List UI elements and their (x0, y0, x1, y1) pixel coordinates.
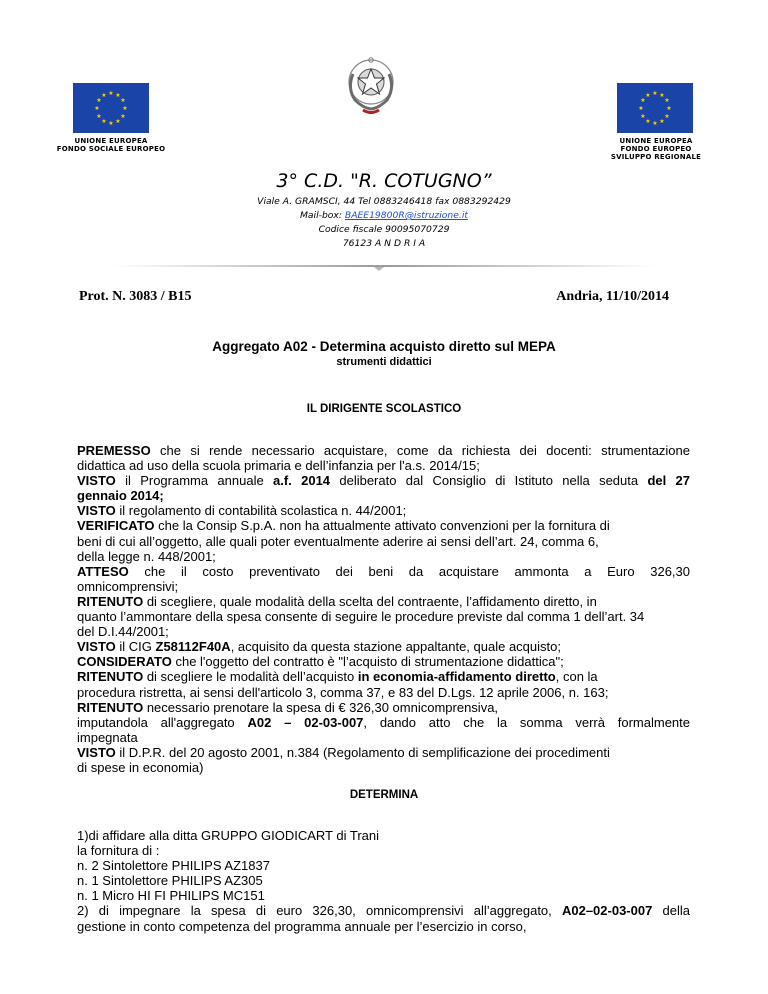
keyword: RITENUTO (77, 593, 144, 609)
keyword: VERIFICATO (77, 518, 155, 534)
svg-text:★: ★ (115, 92, 121, 99)
svg-text:★: ★ (108, 90, 114, 97)
eu-stars-icon (617, 83, 693, 133)
keyword: VISTO (77, 639, 116, 655)
text: che la Consip S.p.A. non ha attualmente attivato convenzioni per la fornitura di (154, 518, 610, 534)
decisions-section (77, 828, 690, 934)
atteso-line-2: omnicomprensivi; (77, 578, 179, 594)
supply-item: n. 1 Micro HI FI PHILIPS MC151 (77, 888, 265, 904)
visto-programma-line-2: gennaio 2014; (77, 488, 164, 504)
premesso-line-2: didattica ad uso della scuola primaria e dell’infanzia per l'a.s. 2014/15; (77, 458, 480, 474)
visto-cig-line (77, 639, 690, 654)
svg-text:★: ★ (94, 105, 100, 112)
keyword: CONSIDERATO (77, 654, 172, 670)
svg-text:★: ★ (664, 97, 670, 104)
school-city: 76123 A N D R I A (342, 238, 426, 249)
place-date: Andria, 11/10/2014 (556, 289, 669, 304)
bold-text: Z58112F40A (155, 639, 231, 655)
italian-republic-emblem-icon (341, 54, 401, 116)
svg-text:★: ★ (96, 97, 102, 104)
ritenuto-spesa-line-1 (77, 700, 690, 715)
text: della (652, 903, 690, 919)
svg-text:★: ★ (645, 92, 651, 99)
svg-text:★: ★ (652, 120, 658, 127)
school-fiscal-code: Codice fiscale 90095070729 (318, 224, 450, 235)
text: 2) di impegnare la spesa di euro 326,30, omnicomprensivi all’aggregato, (77, 903, 562, 919)
protocol-number: Prot. N. 3083 / B15 (79, 289, 192, 304)
bold-text: a.f. 2014 (273, 473, 331, 489)
ritenuto-modalita-line-1 (77, 669, 690, 684)
text: , con la (555, 669, 598, 685)
eu-right-caption (600, 137, 712, 161)
svg-text:★: ★ (659, 92, 665, 99)
keyword: RITENUTO (77, 669, 144, 685)
keyword: RITENUTO (77, 699, 144, 715)
mailbox-email-link[interactable]: BAEE19800R@istruzione.it (344, 210, 468, 221)
eu-flag-icon-right (617, 83, 693, 133)
visto-programma-line-1 (77, 473, 690, 488)
text: di scegliere, quale modalità della scelta del contraente, l’affidamento diretto, in (143, 593, 597, 609)
premises-section (77, 443, 690, 775)
decision-1: 1)di affidare alla ditta GRUPPO GIODICART di Trani (77, 828, 380, 843)
decision-2-line-1 (77, 903, 690, 918)
premesso-line-1 (77, 443, 690, 458)
eu-stars-icon (73, 83, 149, 133)
keyword: VISTO (77, 473, 116, 489)
supply-item: n. 1 Sintolettore PHILIPS AZ305 (77, 873, 263, 889)
svg-text:★: ★ (101, 92, 107, 99)
text: , acquisito da questa stazione appaltante, quale acquisto; (230, 639, 561, 655)
school-mailbox (0, 209, 768, 223)
text: che il costo preventivato dei beni da acquistare ammonta a Euro 326,30 (128, 563, 690, 579)
keyword: VISTO (77, 503, 116, 519)
keyword: ATTESO (77, 563, 129, 579)
ritenuto-modalita-line-2: procedura ristretta, ai sensi dell'articolo 3, comma 37, e 83 del D.Lgs. 12 aprile 2006, n. 163; (77, 684, 609, 700)
decision-1-supply: la fornitura di : (77, 843, 160, 859)
eu-flag-icon (73, 83, 149, 133)
ritenuto-spesa-line-3: impegnata (77, 729, 138, 745)
text: di scegliere le modalità dell’acquisto (143, 669, 358, 685)
dirigente-heading: IL DIRIGENTE SCOLASTICO (306, 403, 462, 415)
decision-2-line-2: gestione in conto competenza del programma annuale per l’esercizio in corso, (77, 918, 527, 934)
header-divider (112, 262, 656, 271)
bold-text: A02 – 02-03-007 (247, 714, 364, 730)
eu-left-caption (53, 137, 169, 153)
text: necessario prenotare la spesa di € 326,30 omnicomprensiva, (143, 699, 499, 715)
text: il Programma annuale (115, 473, 274, 489)
text: deliberato dal Consiglio di Istituto nella seduta (330, 473, 648, 489)
bold-text: in economia-affidamento diretto (357, 669, 556, 685)
school-address: Viale A. GRAMSCI, 44 Tel 0883246418 fax 0883292429 (257, 196, 511, 207)
visto-dpr-line-2: di spese in economia) (77, 759, 204, 775)
eu-left-caption-line-2: FONDO SOCIALE EUROPEO (56, 145, 166, 153)
svg-text:★: ★ (659, 118, 665, 125)
visto-regolamento-line (77, 503, 690, 518)
bold-text: del 27 (647, 473, 690, 489)
svg-text:★: ★ (645, 118, 651, 125)
atteso-line-1 (77, 564, 690, 579)
svg-text:★: ★ (666, 105, 672, 112)
svg-text:★: ★ (120, 97, 126, 104)
eu-right-caption-line-3: SVILUPPO REGIONALE (610, 153, 702, 161)
svg-text:★: ★ (96, 113, 102, 120)
text: che si rende necessario acquistare, come da richiesta dei docenti: strumentazione (150, 443, 690, 458)
supply-item: n. 2 Sintolettore PHILIPS AZ1837 (77, 858, 270, 874)
svg-text:★: ★ (640, 113, 646, 120)
determina-heading: DETERMINA (349, 789, 419, 801)
verificato-line-1 (77, 518, 690, 533)
svg-text:★: ★ (108, 120, 114, 127)
text: il regolamento di contabilità scolastica n. 44/2001; (115, 503, 407, 519)
mailbox-label: Mail-box: (300, 210, 345, 221)
text: che l'oggetto del contratto è "l’acquisto di strumentazione didattica"; (171, 654, 564, 670)
svg-text:★: ★ (638, 105, 644, 112)
ritenuto-scelta-line-3: del D.I.44/2001; (77, 624, 169, 640)
text: , dando atto che la somma verrà formalmente (363, 714, 691, 730)
eu-left-caption-line-1: UNIONE EUROPEA (74, 137, 148, 145)
text: il D.P.R. del 20 agosto 2001, n.384 (Regolamento di semplificazione dei procedimenti (115, 744, 610, 760)
keyword: PREMESSO (77, 443, 151, 458)
school-name: 3° C.D. "R. COTUGNO” (276, 170, 492, 192)
keyword: VISTO (77, 744, 116, 760)
svg-text:★: ★ (120, 113, 126, 120)
verificato-line-3: della legge n. 448/2001; (77, 548, 216, 564)
document-subject-sub: strumenti didattici (336, 356, 432, 368)
svg-text:★: ★ (652, 90, 658, 97)
eu-right-caption-line-1: UNIONE EUROPEA (619, 137, 693, 145)
eu-right-caption-line-2: FONDO EUROPEO (620, 145, 692, 153)
text: imputandola all'aggregato (77, 714, 248, 730)
svg-text:★: ★ (664, 113, 670, 120)
ritenuto-spesa-line-2 (77, 715, 690, 730)
svg-text:★: ★ (115, 118, 121, 125)
visto-dpr-line-1 (77, 745, 690, 760)
considerato-line (77, 654, 690, 669)
verificato-line-2: beni di cui all’oggetto, alle quali poter eventualmente aderire ai sensi dell’art. 24, comma 6, (77, 533, 599, 549)
svg-text:★: ★ (640, 97, 646, 104)
text: il CIG (115, 639, 156, 655)
ritenuto-scelta-line-2: quanto l’ammontare della spesa consente di seguire le procedure previste dal comma 1 dell’art. 34 (77, 609, 645, 625)
bold-text: A02–02-03-007 (561, 903, 653, 919)
svg-text:★: ★ (122, 105, 128, 112)
svg-text:★: ★ (101, 118, 107, 125)
document-subject: Aggregato A02 - Determina acquisto diretto sul MEPA (212, 339, 556, 354)
ritenuto-scelta-line-1 (77, 594, 690, 609)
